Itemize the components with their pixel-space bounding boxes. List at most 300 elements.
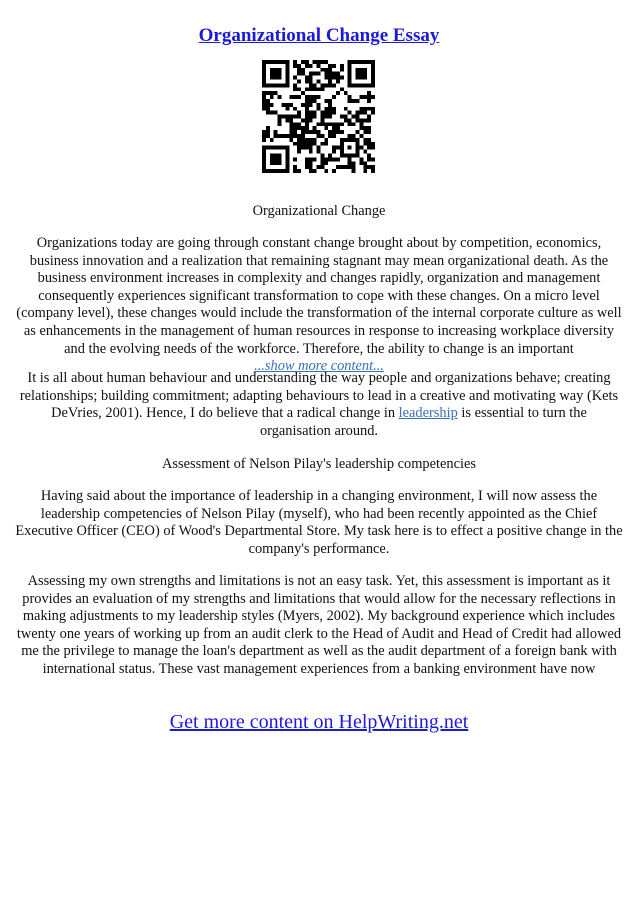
qr-module	[278, 154, 282, 158]
qr-module	[348, 161, 352, 165]
qr-module	[356, 111, 360, 115]
qr-module	[336, 79, 340, 83]
qr-module	[305, 115, 309, 119]
qr-module	[309, 130, 313, 134]
qr-module	[352, 154, 356, 158]
qr-module	[348, 146, 352, 150]
show-more-link[interactable]: ...show more content...	[254, 358, 384, 375]
qr-module	[328, 64, 332, 68]
qr-module	[363, 111, 367, 115]
qr-module	[324, 99, 328, 103]
qr-module	[317, 79, 321, 83]
qr-module	[320, 122, 324, 126]
qr-module	[348, 111, 352, 115]
qr-module	[278, 68, 282, 72]
qr-module	[356, 99, 360, 103]
qr-module	[274, 72, 278, 76]
document-title[interactable]: Organizational Change Essay	[198, 25, 440, 46]
qr-module	[352, 115, 356, 119]
qr-module	[293, 64, 297, 68]
qr-module	[266, 111, 270, 115]
qr-module	[301, 138, 305, 142]
qr-module	[274, 60, 278, 64]
qr-module	[332, 95, 336, 99]
qr-module	[367, 142, 371, 146]
qr-module	[305, 142, 309, 146]
qr-module	[340, 122, 344, 126]
qr-module	[262, 68, 266, 72]
qr-module	[328, 111, 332, 115]
qr-module	[309, 95, 313, 99]
qr-module	[363, 165, 367, 169]
qr-module	[309, 72, 313, 76]
qr-module	[293, 83, 297, 87]
qr-module	[359, 68, 363, 72]
qr-module	[278, 146, 282, 150]
qr-module	[344, 115, 348, 119]
qr-module	[363, 60, 367, 64]
qr-module	[313, 138, 317, 142]
qr-module	[340, 146, 344, 150]
qr-module	[320, 83, 324, 87]
qr-module	[320, 111, 324, 115]
qr-module	[266, 99, 270, 103]
qr-module	[352, 138, 356, 142]
qr-module	[313, 126, 317, 130]
qr-module	[309, 150, 313, 154]
qr-module	[305, 64, 309, 68]
qr-module	[301, 142, 305, 146]
qr-module	[332, 107, 336, 111]
qr-module	[297, 79, 301, 83]
qr-module	[348, 68, 352, 72]
qr-module	[297, 146, 301, 150]
qr-module	[297, 95, 301, 99]
qr-module	[340, 165, 344, 169]
qr-module	[278, 118, 282, 122]
qr-module	[328, 154, 332, 158]
qr-module	[309, 142, 313, 146]
qr-module	[297, 169, 301, 173]
qr-module	[348, 157, 352, 161]
qr-module	[340, 68, 344, 72]
qr-module	[348, 138, 352, 142]
qr-module	[332, 169, 336, 173]
qr-module	[309, 161, 313, 165]
qr-module	[371, 142, 375, 146]
qr-module	[305, 118, 309, 122]
qr-module	[281, 115, 285, 119]
qr-module	[262, 91, 266, 95]
qr-module	[262, 150, 266, 154]
qr-module	[270, 76, 274, 80]
get-more-content-link[interactable]: Get more content on HelpWriting.net	[169, 711, 469, 733]
qr-module	[359, 161, 363, 165]
qr-module	[301, 130, 305, 134]
qr-module	[274, 134, 278, 138]
qr-module	[340, 76, 344, 80]
qr-module	[332, 134, 336, 138]
qr-module	[305, 126, 309, 130]
qr-module	[262, 79, 266, 83]
qr-module	[309, 79, 313, 83]
qr-module	[285, 161, 289, 165]
qr-module	[305, 60, 309, 64]
qr-module	[317, 122, 321, 126]
qr-module	[305, 95, 309, 99]
qr-module	[367, 60, 371, 64]
qr-module	[371, 64, 375, 68]
qr-module	[367, 107, 371, 111]
qr-module	[293, 122, 297, 126]
qr-module	[297, 72, 301, 76]
qr-module	[336, 76, 340, 80]
qr-module	[289, 134, 293, 138]
qr-module	[371, 146, 375, 150]
qr-module	[301, 103, 305, 107]
qr-module	[262, 64, 266, 68]
qr-module	[363, 150, 367, 154]
qr-module	[313, 157, 317, 161]
qr-module	[371, 111, 375, 115]
qr-module	[278, 60, 282, 64]
qr-module	[324, 68, 328, 72]
qr-module	[309, 169, 313, 173]
qr-module	[293, 142, 297, 146]
qr-module	[313, 115, 317, 119]
qr-module	[317, 165, 321, 169]
qr-module	[363, 130, 367, 134]
qr-module	[317, 95, 321, 99]
qr-module	[363, 83, 367, 87]
qr-module	[266, 134, 270, 138]
qr-module	[363, 118, 367, 122]
qr-module	[317, 134, 321, 138]
qr-module	[313, 142, 317, 146]
qr-module	[320, 134, 324, 138]
qr-module	[274, 146, 278, 150]
qr-module	[285, 134, 289, 138]
qr-module	[371, 68, 375, 72]
qr-module	[285, 60, 289, 64]
qr-module	[328, 79, 332, 83]
qr-module	[352, 169, 356, 173]
qr-module	[348, 118, 352, 122]
qr-module	[332, 111, 336, 115]
qr-module	[305, 138, 309, 142]
qr-module	[262, 130, 266, 134]
qr-module	[367, 83, 371, 87]
qr-module	[324, 169, 328, 173]
qr-module	[289, 138, 293, 142]
qr-module	[270, 138, 274, 142]
qr-module	[328, 83, 332, 87]
qr-module	[281, 103, 285, 107]
qr-module	[262, 107, 266, 111]
qr-module	[313, 83, 317, 87]
qr-module	[348, 165, 352, 169]
qr-module	[297, 142, 301, 146]
qr-module	[328, 99, 332, 103]
qr-module	[328, 72, 332, 76]
qr-module	[367, 91, 371, 95]
qr-module	[274, 154, 278, 158]
qr-module	[324, 142, 328, 146]
qr-module	[285, 150, 289, 154]
qr-module	[262, 146, 266, 150]
qr-module	[367, 157, 371, 161]
qr-module	[348, 154, 352, 158]
continuation-text-start: It is all about human behaviour and understanding the way people and organizations behave; creating relationships; building commitment; adapting behaviours to lead in a creative and motivating way (Kets DeVries, 2001). Hence, I do believe that a radical change in	[19, 370, 619, 422]
qr-module	[317, 64, 321, 68]
qr-module	[348, 134, 352, 138]
qr-module	[305, 130, 309, 134]
qr-module	[313, 111, 317, 115]
qr-module	[328, 115, 332, 119]
qr-module	[289, 126, 293, 130]
qr-module	[371, 169, 375, 173]
qr-module	[309, 76, 313, 80]
qr-module	[356, 60, 360, 64]
qr-module	[309, 87, 313, 91]
qr-module	[266, 169, 270, 173]
qr-module	[359, 157, 363, 161]
qr-module	[262, 76, 266, 80]
qr-module	[336, 122, 340, 126]
qr-module	[359, 134, 363, 138]
qr-module	[352, 161, 356, 165]
qr-module	[317, 87, 321, 91]
qr-module	[371, 95, 375, 99]
qr-module	[309, 99, 313, 103]
qr-module	[281, 134, 285, 138]
qr-module	[332, 122, 336, 126]
qr-module	[371, 83, 375, 87]
qr-module	[317, 60, 321, 64]
qr-module	[328, 122, 332, 126]
qr-module	[293, 169, 297, 173]
qr-module	[363, 68, 367, 72]
qr-module	[266, 130, 270, 134]
qr-module	[270, 111, 274, 115]
qr-module	[324, 138, 328, 142]
qr-module	[301, 60, 305, 64]
qr-module	[301, 134, 305, 138]
qr-module	[266, 107, 270, 111]
qr-module	[332, 64, 336, 68]
qr-module	[317, 150, 321, 154]
qr-module	[359, 111, 363, 115]
qr-module	[336, 126, 340, 130]
qr-module	[320, 60, 324, 64]
qr-module	[359, 126, 363, 130]
qr-module	[356, 76, 360, 80]
qr-module	[305, 76, 309, 80]
qr-module	[293, 126, 297, 130]
qr-module	[309, 118, 313, 122]
qr-module	[367, 95, 371, 99]
qr-module	[367, 138, 371, 142]
qr-module	[344, 118, 348, 122]
qr-module	[367, 126, 371, 130]
qr-module	[313, 130, 317, 134]
qr-module	[356, 138, 360, 142]
qr-module	[266, 60, 270, 64]
qr-module	[301, 91, 305, 95]
qr-module	[305, 99, 309, 103]
qr-module	[293, 157, 297, 161]
qr-module	[328, 76, 332, 80]
qr-module	[262, 103, 266, 107]
qr-module	[359, 146, 363, 150]
qr-module	[356, 130, 360, 134]
qr-module	[297, 111, 301, 115]
qr-module	[340, 154, 344, 158]
qr-module	[262, 134, 266, 138]
qr-module	[359, 76, 363, 80]
qr-module	[363, 126, 367, 130]
qr-module	[348, 99, 352, 103]
qr-module	[348, 64, 352, 68]
qr-module	[363, 169, 367, 173]
leadership-link[interactable]: leadership	[398, 405, 458, 422]
qr-module	[278, 115, 282, 119]
qr-module	[262, 72, 266, 76]
qr-module	[289, 103, 293, 107]
qr-module	[367, 165, 371, 169]
qr-module	[281, 146, 285, 150]
qr-module	[274, 83, 278, 87]
qr-module	[324, 157, 328, 161]
qr-module	[293, 130, 297, 134]
qr-module	[324, 111, 328, 115]
qr-module	[317, 72, 321, 76]
qr-module	[348, 95, 352, 99]
qr-module	[305, 103, 309, 107]
qr-module	[270, 161, 274, 165]
qr-module	[320, 87, 324, 91]
qr-module	[274, 91, 278, 95]
qr-module	[371, 76, 375, 80]
qr-module	[309, 157, 313, 161]
qr-module	[285, 169, 289, 173]
qr-module	[340, 138, 344, 142]
qr-module	[332, 157, 336, 161]
qr-module	[274, 161, 278, 165]
qr-module	[285, 154, 289, 158]
qr-module	[285, 107, 289, 111]
qr-module	[320, 154, 324, 158]
qr-module	[348, 122, 352, 126]
qr-module	[262, 157, 266, 161]
qr-module	[278, 76, 282, 80]
qr-module	[274, 68, 278, 72]
qr-module	[356, 68, 360, 72]
qr-module	[262, 60, 266, 64]
qr-module	[352, 99, 356, 103]
qr-module	[371, 60, 375, 64]
qr-module	[281, 83, 285, 87]
qr-module	[285, 76, 289, 80]
qr-module	[262, 83, 266, 87]
qr-module	[356, 83, 360, 87]
qr-module	[262, 154, 266, 158]
qr-module	[281, 169, 285, 173]
qr-module	[324, 161, 328, 165]
qr-module	[281, 60, 285, 64]
qr-module	[285, 83, 289, 87]
continuation-paragraph	[14, 370, 624, 440]
qr-module	[278, 134, 282, 138]
qr-module	[356, 150, 360, 154]
qr-module	[363, 138, 367, 142]
leadership-assessment-paragraph: Having said about the importance of leadership in a changing environment, I will now assess the leadership competencies of Nelson Pilay (myself), who had been recently appointed as the Chief Executive Officer (CEO) of Wood's Departmental Store. My task here is to effect a positive change in the company's performance.	[15, 488, 623, 557]
qr-module	[340, 150, 344, 154]
qr-module	[266, 126, 270, 130]
qr-module	[278, 72, 282, 76]
qr-module	[328, 107, 332, 111]
qr-module	[270, 103, 274, 107]
qr-module	[262, 95, 266, 99]
qr-module	[270, 91, 274, 95]
qr-module	[285, 64, 289, 68]
qr-module	[359, 72, 363, 76]
qr-module	[359, 118, 363, 122]
qr-module	[317, 130, 321, 134]
qr-module	[285, 115, 289, 119]
qr-module	[348, 76, 352, 80]
qr-module	[324, 83, 328, 87]
qr-module	[356, 115, 360, 119]
qr-module	[320, 142, 324, 146]
qr-module	[367, 118, 371, 122]
qr-module	[262, 99, 266, 103]
qr-module	[293, 115, 297, 119]
qr-module	[371, 165, 375, 169]
qr-module	[309, 146, 313, 150]
qr-module	[363, 95, 367, 99]
qr-module	[270, 60, 274, 64]
qr-module	[320, 157, 324, 161]
qr-module	[336, 157, 340, 161]
qr-module	[317, 103, 321, 107]
qr-module	[356, 72, 360, 76]
qr-module	[363, 161, 367, 165]
qr-module	[328, 157, 332, 161]
qr-module	[340, 115, 344, 119]
qr-module	[262, 169, 266, 173]
qr-module	[266, 83, 270, 87]
qr-module	[352, 165, 356, 169]
intro-paragraph-text: Organizations today are going through constant change brought about by competition, economics, business innovation and a realization that remaining stagnant may mean organizational death. As the business environment increases in complexity and changes rapidly, organization and management consequently experiences significant transformation to cope with these changes. On a micro level (company level), these changes would include the transformation of the internal corporate culture as well as enhancements in the management of human resources in response to increasing workplace diversity and the evolving needs of the workforce. Therefore, the ability to change is an important	[16, 235, 622, 357]
qr-module	[371, 157, 375, 161]
qr-module	[313, 95, 317, 99]
qr-module	[332, 72, 336, 76]
qr-module	[359, 95, 363, 99]
qr-module	[262, 161, 266, 165]
qr-module	[301, 68, 305, 72]
qr-module	[285, 103, 289, 107]
qr-module	[297, 150, 301, 154]
qr-module	[270, 146, 274, 150]
qr-module	[305, 122, 309, 126]
qr-code-icon	[262, 60, 375, 173]
qr-module	[363, 72, 367, 76]
qr-module	[270, 154, 274, 158]
qr-module	[367, 130, 371, 134]
qr-module	[328, 103, 332, 107]
qr-module	[305, 87, 309, 91]
